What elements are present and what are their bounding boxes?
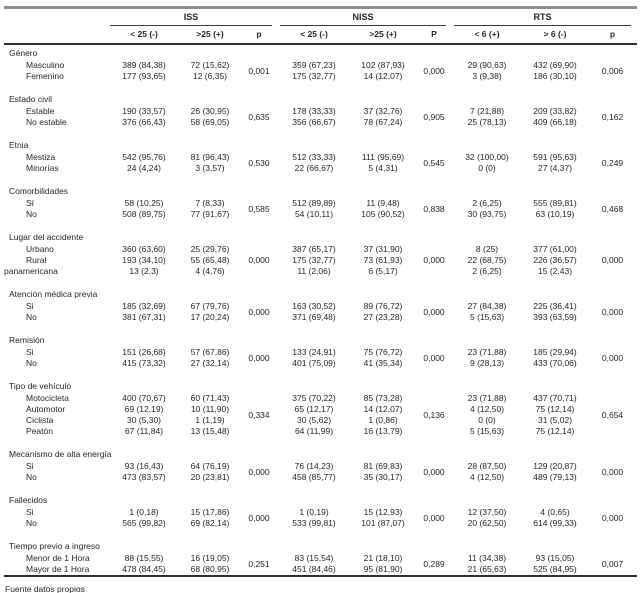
value-cell: 85 (73,28) (363, 393, 403, 403)
table-row (4, 312, 637, 323)
value-cell: 65 (12,17) (294, 404, 334, 414)
value-cell: 360 (63,60) (122, 244, 166, 254)
category-group (4, 369, 637, 437)
row-label: Urbano (26, 244, 54, 254)
value-cell: 67 (79,76) (190, 301, 230, 311)
rts-group-label: RTS (454, 12, 631, 26)
value-cell: 26 (30,95) (190, 106, 230, 116)
p-value-cell: 0,000 (601, 306, 624, 317)
value-cell: 72 (15,62) (190, 60, 230, 70)
value-cell: 12 (6,35) (192, 71, 228, 81)
value-cell: 437 (70,71) (533, 393, 577, 403)
value-cell: 25 (29,76) (190, 244, 230, 254)
value-cell: 24 (4,24) (126, 163, 162, 173)
row-label: Sí (26, 198, 35, 208)
value-cell: 432 (69,90) (533, 60, 577, 70)
value-cell: 21 (65,63) (467, 564, 507, 574)
p-value-cell: 0,000 (423, 306, 445, 317)
table-row (4, 198, 637, 209)
group-label-row (4, 220, 637, 244)
value-cell: 16 (19,05) (190, 553, 230, 563)
value-cell: 433 (70,06) (533, 358, 577, 368)
value-cell: 178 (33,33) (292, 106, 336, 116)
value-cell: 226 (36,57) (533, 255, 577, 265)
value-cell: 387 (65,17) (292, 244, 336, 254)
value-cell: 20 (62,50) (467, 518, 507, 528)
niss-group-header (278, 9, 452, 26)
value-cell: 175 (32,77) (292, 71, 336, 81)
value-cell: 377 (61,00) (533, 244, 577, 254)
value-cell: 95 (81,90) (363, 564, 403, 574)
p-value-cell: 0,000 (423, 65, 445, 76)
p-value-cell: 0,000 (601, 352, 624, 363)
row-label: Mayor de 1 Hora (26, 564, 90, 574)
value-cell: 81 (69,83) (363, 461, 403, 471)
value-cell: 89 (76,72) (363, 301, 403, 311)
table-row (4, 266, 637, 277)
row-label: No (26, 209, 37, 219)
value-cell: 15 (17,86) (190, 507, 230, 517)
table-row (4, 518, 637, 529)
category-group (4, 323, 637, 369)
value-cell: 371 (69,48) (292, 312, 336, 322)
value-cell: 28 (87,50) (467, 461, 507, 471)
group-label-row (4, 174, 637, 198)
value-cell: 55 (65,48) (190, 255, 230, 265)
p-value-cell: 0,654 (601, 409, 624, 420)
group-label: Comorbilidades (9, 186, 69, 196)
value-cell: 30 (93,75) (467, 209, 507, 219)
table-row (4, 393, 637, 404)
value-cell: 473 (83,57) (122, 472, 166, 482)
value-cell: 508 (89,75) (122, 209, 166, 219)
score-group-header-row (4, 9, 637, 26)
value-cell: 35 (30,17) (363, 472, 403, 482)
p-value-cell: 0,000 (601, 512, 624, 523)
value-cell: 20 (23,81) (190, 472, 230, 482)
group-label-row (4, 277, 637, 301)
value-cell: 175 (32,77) (292, 255, 336, 265)
value-cell: 185 (32,69) (122, 301, 166, 311)
value-cell: 209 (33,82) (533, 106, 577, 116)
value-cell: 29 (90,63) (467, 60, 507, 70)
value-cell: 69 (12,19) (124, 404, 164, 414)
row-label: Ciclista (26, 415, 54, 425)
table-row (4, 415, 637, 426)
value-cell: 8 (25) (475, 244, 499, 254)
value-cell: 11 (2,06) (297, 266, 331, 276)
rts-gt6-header: > 6 (-) (522, 26, 588, 44)
category-group (4, 529, 637, 576)
value-cell: 57 (67,86) (190, 347, 230, 357)
value-cell: 88 (15,55) (124, 553, 164, 563)
p-value-cell: 0,838 (423, 203, 445, 214)
p-value-cell: 0,162 (601, 111, 624, 122)
p-value-cell: 0,001 (248, 65, 270, 76)
value-cell: 111 (95,69) (361, 152, 405, 162)
value-cell: 58 (69,05) (190, 117, 230, 127)
value-cell: 63 (10,19) (535, 209, 575, 219)
p-value-cell: 0,289 (423, 558, 445, 569)
group-label-row (4, 128, 637, 152)
value-cell: 7 (21,88) (470, 106, 505, 116)
value-cell: 375 (70,22) (292, 393, 336, 403)
p-value-cell: 0,000 (423, 466, 445, 477)
value-cell: 458 (85,77) (292, 472, 336, 482)
row-label: Motocicleta (26, 393, 69, 403)
value-cell: 542 (95,76) (122, 152, 166, 162)
p-value-cell: 0,585 (248, 203, 270, 214)
row-label: Estable (26, 106, 55, 116)
table-row (4, 60, 637, 71)
value-cell: 83 (15,54) (294, 553, 334, 563)
value-cell: 37 (32,76) (363, 106, 403, 116)
value-cell: 23 (71,88) (467, 393, 507, 403)
value-cell: 0 (0) (478, 415, 496, 425)
row-label: Peatón (26, 426, 53, 436)
iss-p-header: p (240, 26, 278, 44)
group-label-row (4, 323, 637, 347)
p-value-cell: 0,530 (248, 157, 270, 168)
value-cell: 11 (34,38) (467, 553, 507, 563)
group-label: Mecanismo de alta energía (9, 449, 112, 459)
row-label: Mestiza (26, 152, 56, 162)
value-cell: 67 (11,84) (124, 426, 164, 436)
niss-p-header: P (416, 26, 452, 44)
iss-gt25-header: >25 (+) (180, 26, 240, 44)
value-cell: 381 (67,31) (122, 312, 166, 322)
value-cell: 15 (2,43) (538, 266, 573, 276)
row-label: Menor de 1 Hora (26, 553, 90, 563)
value-cell: 27 (23,28) (363, 312, 403, 322)
value-cell: 75 (76,72) (363, 347, 403, 357)
table-row (4, 209, 637, 220)
value-cell: 565 (99,82) (122, 518, 166, 528)
value-cell: 177 (93,65) (122, 71, 166, 81)
row-label: Masculino (26, 60, 65, 70)
value-cell: 27 (84,38) (467, 301, 507, 311)
p-value-cell: 0,000 (423, 255, 445, 265)
value-cell: 409 (66,18) (533, 117, 577, 127)
group-label: Género (9, 48, 38, 58)
value-cell: 356 (66,67) (292, 117, 336, 127)
value-cell: 555 (89,81) (533, 198, 577, 208)
value-cell: 9 (28,13) (470, 358, 505, 368)
value-cell: 190 (33,57) (122, 106, 166, 116)
value-cell: 4 (12,50) (470, 472, 505, 482)
value-cell: 105 (90,52) (361, 209, 405, 219)
rts-p-header: p (588, 26, 637, 44)
value-cell: 478 (84,45) (122, 564, 166, 574)
value-cell: 533 (99,81) (292, 518, 336, 528)
p-value-cell: 0,000 (423, 512, 445, 523)
group-label: Atención médica previa (9, 289, 98, 299)
label-subcolumn-header (4, 26, 108, 44)
subcolumn-header-row (4, 26, 637, 44)
value-cell: 13 (15,48) (190, 426, 230, 436)
value-cell: 525 (84,95) (533, 564, 577, 574)
value-cell: 225 (36,41) (533, 301, 577, 311)
category-group (4, 277, 637, 323)
table-row (4, 71, 637, 82)
value-cell: 185 (29,94) (533, 347, 577, 357)
category-group (4, 437, 637, 483)
p-value-cell: 0,006 (601, 65, 624, 76)
p-value-cell: 0,000 (601, 255, 624, 265)
p-value-cell: 0,000 (248, 512, 270, 523)
table-row (4, 117, 637, 128)
value-cell: 376 (66,43) (122, 117, 166, 127)
group-label-row (4, 529, 637, 553)
row-label: Si (26, 347, 34, 357)
value-cell: 58 (10,25) (124, 198, 164, 208)
row-label: Femenino (26, 71, 64, 81)
value-cell: 133 (24,91) (292, 347, 336, 357)
value-cell: 30 (5,62) (297, 415, 332, 425)
value-cell: 60 (71,43) (190, 393, 230, 403)
value-cell: 1 (1,19) (195, 415, 225, 425)
row-label: Si (26, 301, 34, 311)
value-cell: 93 (16,43) (124, 461, 164, 471)
value-cell: 14 (12,07) (363, 71, 403, 81)
value-cell: 591 (95,63) (533, 152, 577, 162)
niss-gt25-header: >25 (+) (350, 26, 416, 44)
p-value-cell: 0,000 (248, 466, 270, 477)
value-cell: 415 (73,32) (122, 358, 166, 368)
value-cell: 22 (66,67) (294, 163, 334, 173)
value-cell: 1 (0,18) (129, 507, 159, 517)
p-value-cell: 0,905 (423, 111, 445, 122)
value-cell: 93 (15,05) (535, 553, 575, 563)
value-cell: 1 (0,86) (368, 415, 398, 425)
value-cell: 151 (26,68) (122, 347, 166, 357)
row-label: Rural (26, 255, 47, 265)
value-cell: 7 (8,33) (195, 198, 225, 208)
value-cell: 15 (12,93) (363, 507, 403, 517)
row-label: Si (26, 507, 34, 517)
value-cell: 75 (12,14) (535, 426, 575, 436)
value-cell: 75 (12,14) (535, 404, 575, 414)
row-label: No estable (26, 117, 67, 127)
value-cell: 359 (67,23) (292, 60, 336, 70)
value-cell: 11 (9,48) (366, 198, 400, 208)
value-cell: 37 (31,90) (363, 244, 403, 254)
value-cell: 401 (75,09) (292, 358, 336, 368)
value-cell: 393 (63,59) (533, 312, 577, 322)
value-cell: 0 (0) (478, 163, 496, 173)
p-value-cell: 0,007 (601, 558, 624, 569)
value-cell: 27 (32,14) (190, 358, 230, 368)
group-label-row (4, 369, 637, 393)
category-group (4, 174, 637, 220)
value-cell: 64 (76,19) (190, 461, 230, 471)
table-row (4, 255, 637, 266)
value-cell: 31 (5,02) (538, 415, 573, 425)
value-cell: 73 (61,93) (363, 255, 403, 265)
value-cell: 1 (0,19) (299, 507, 329, 517)
row-label: No (26, 312, 37, 322)
table-row (4, 106, 637, 117)
row-label: panamericana (4, 266, 58, 276)
value-cell: 400 (70,67) (122, 393, 166, 403)
p-value-cell: 0,635 (248, 111, 270, 122)
group-label: Tipo de vehículo (9, 381, 72, 391)
source-note: Fuente datos propios (5, 584, 85, 593)
value-cell: 54 (10,11) (294, 209, 334, 219)
value-cell: 78 (67,24) (363, 117, 403, 127)
table-row (4, 358, 637, 369)
value-cell: 451 (84,46) (292, 564, 336, 574)
value-cell: 27 (4,37) (538, 163, 573, 173)
row-label: Minorías (26, 163, 59, 173)
group-label: Etnia (9, 140, 29, 150)
p-value-cell: 0,249 (601, 157, 624, 168)
p-value-cell: 0,000 (601, 466, 624, 477)
rts-lt6-header: < 6 (+) (452, 26, 522, 44)
group-label: Estado civil (9, 94, 52, 104)
value-cell: 23 (71,88) (467, 347, 507, 357)
group-label-row (4, 483, 637, 507)
value-cell: 3 (9,38) (472, 71, 502, 81)
p-value-cell: 0,468 (601, 203, 624, 214)
table-row (4, 472, 637, 483)
value-cell: 2 (6,25) (472, 266, 502, 276)
value-cell: 186 (30,10) (533, 71, 577, 81)
group-label: Tiempo previo a ingreso (9, 541, 100, 551)
value-cell: 2 (6,25) (472, 198, 502, 208)
value-cell: 22 (68,75) (467, 255, 507, 265)
group-label: Remisión (9, 335, 45, 345)
value-cell: 614 (99,33) (533, 518, 577, 528)
p-value-cell: 0,000 (248, 306, 270, 317)
row-label: No (26, 472, 37, 482)
value-cell: 129 (20,87) (533, 461, 577, 471)
table-row (4, 507, 637, 518)
value-cell: 6 (5,17) (368, 266, 398, 276)
value-cell: 3 (3,57) (195, 163, 225, 173)
table-row (4, 163, 637, 174)
value-cell: 21 (18,10) (363, 553, 403, 563)
iss-group-label: ISS (110, 12, 272, 26)
row-label: Automotor (26, 404, 66, 414)
value-cell: 4 (0,65) (540, 507, 570, 517)
value-cell: 32 (100,00) (465, 152, 509, 162)
value-cell: 13 (2,3) (129, 266, 159, 276)
niss-lt25-header: < 25 (-) (278, 26, 350, 44)
group-label: Lugar del accidente (9, 232, 84, 242)
group-label-row (4, 44, 637, 60)
p-value-cell: 0,334 (248, 409, 270, 420)
value-cell: 389 (84,38) (122, 60, 166, 70)
value-cell: 10 (11,90) (190, 404, 230, 414)
p-value-cell: 0,000 (423, 352, 445, 363)
p-value-cell: 0,000 (248, 352, 270, 363)
stats-table (4, 9, 637, 577)
value-cell: 4 (4,76) (195, 266, 225, 276)
p-value-cell: 0,000 (248, 255, 270, 265)
group-label-row (4, 437, 637, 461)
table-row (4, 244, 637, 255)
value-cell: 5 (4,31) (368, 163, 398, 173)
category-group (4, 483, 637, 529)
niss-group-label: NISS (280, 12, 446, 26)
table-row (4, 301, 637, 312)
value-cell: 81 (96,43) (190, 152, 230, 162)
category-group (4, 82, 637, 128)
value-cell: 17 (20,24) (190, 312, 230, 322)
table-row (4, 461, 637, 472)
value-cell: 102 (87,93) (361, 60, 405, 70)
value-cell: 77 (91,67) (190, 209, 230, 219)
value-cell: 25 (78,13) (467, 117, 507, 127)
value-cell: 101 (87,07) (361, 518, 405, 528)
value-cell: 64 (11,99) (294, 426, 334, 436)
label-column-header (4, 9, 108, 26)
value-cell: 30 (5,30) (126, 415, 162, 425)
value-cell: 489 (79,13) (533, 472, 577, 482)
row-label: No (26, 518, 37, 528)
value-cell: 5 (15,63) (470, 426, 505, 436)
category-group (4, 44, 637, 82)
iss-lt25-header: < 25 (-) (108, 26, 180, 44)
value-cell: 76 (14,23) (294, 461, 334, 471)
value-cell: 4 (12,50) (470, 404, 505, 414)
row-label: Si (26, 461, 34, 471)
table-row (4, 564, 637, 576)
value-cell: 512 (89,89) (292, 198, 336, 208)
value-cell: 12 (37,50) (467, 507, 507, 517)
value-cell: 69 (82,14) (190, 518, 230, 528)
row-label: No (26, 358, 37, 368)
p-value-cell: 0,251 (248, 558, 270, 569)
table-row (4, 152, 637, 163)
iss-group-header (108, 9, 278, 26)
category-group (4, 128, 637, 174)
p-value-cell: 0,545 (423, 157, 445, 168)
p-value-cell: 0,136 (423, 409, 445, 420)
table-row (4, 347, 637, 358)
value-cell: 16 (13,79) (363, 426, 403, 436)
value-cell: 41 (35,34) (363, 358, 403, 368)
group-label-row (4, 82, 637, 106)
value-cell: 193 (34,10) (122, 255, 166, 265)
rts-group-header (452, 9, 637, 26)
value-cell: 163 (30,52) (292, 301, 336, 311)
value-cell: 512 (33,33) (292, 152, 336, 162)
group-label: Fallecidos (9, 495, 48, 505)
table-row (4, 404, 637, 415)
table-row (4, 553, 637, 564)
category-group (4, 220, 637, 277)
value-cell: 5 (15,63) (470, 312, 505, 322)
value-cell: 68 (80,95) (190, 564, 230, 574)
value-cell: 14 (12,07) (363, 404, 403, 414)
table-row (4, 426, 637, 437)
